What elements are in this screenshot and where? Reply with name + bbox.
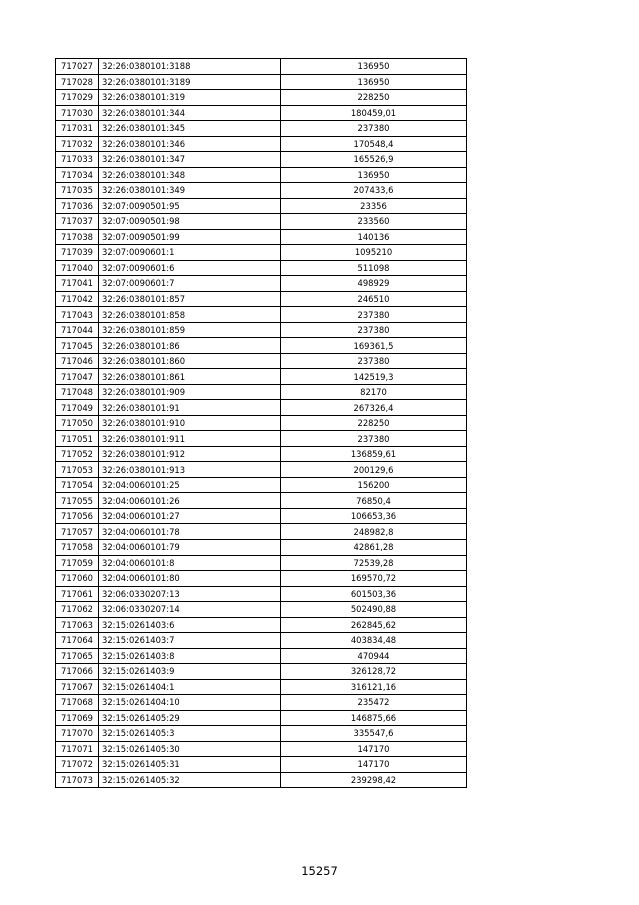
row-id-cell: 717040 [56,260,99,276]
cadastral-number-cell: 32:26:0380101:861 [99,369,281,385]
cadastral-number-cell: 32:07:0090601:1 [99,245,281,261]
table-row [56,260,467,276]
table-row [56,617,467,633]
row-id-cell: 717072 [56,757,99,773]
cadastral-number-cell: 32:26:0380101:911 [99,431,281,447]
value-cell: 23356 [281,198,467,214]
cadastral-number-cell: 32:06:0330207:14 [99,602,281,618]
value-cell: 146875,66 [281,710,467,726]
row-id-cell: 717030 [56,105,99,121]
row-id-cell: 717038 [56,229,99,245]
row-id-cell: 717034 [56,167,99,183]
cadastral-number-cell: 32:15:0261403:8 [99,648,281,664]
cadastral-number-cell: 32:26:0380101:858 [99,307,281,323]
value-cell: 237380 [281,322,467,338]
value-cell: 76850,4 [281,493,467,509]
value-cell: 326128,72 [281,664,467,680]
row-id-cell: 717028 [56,74,99,90]
cadastral-number-cell: 32:26:0380101:347 [99,152,281,168]
cadastral-number-cell: 32:15:0261404:1 [99,679,281,695]
table-row [56,555,467,571]
table-row [56,757,467,773]
table-row [56,136,467,152]
value-cell: 136950 [281,167,467,183]
table-row [56,741,467,757]
row-id-cell: 717063 [56,617,99,633]
value-cell: 136859,61 [281,446,467,462]
table-row [56,710,467,726]
value-cell: 207433,6 [281,183,467,199]
cadastral-number-cell: 32:04:0060101:8 [99,555,281,571]
cadastral-number-cell: 32:26:0380101:909 [99,384,281,400]
table-row [56,214,467,230]
row-id-cell: 717050 [56,415,99,431]
row-id-cell: 717066 [56,664,99,680]
table-row [56,477,467,493]
table-row [56,198,467,214]
row-id-cell: 717056 [56,508,99,524]
value-cell: 72539,28 [281,555,467,571]
table-row [56,415,467,431]
cadastral-number-cell: 32:07:0090601:7 [99,276,281,292]
page-number: 15257 [301,864,338,878]
value-cell: 403834,48 [281,633,467,649]
value-cell: 136950 [281,74,467,90]
row-id-cell: 717058 [56,539,99,555]
table-row [56,586,467,602]
table-row [56,571,467,587]
table-row [56,508,467,524]
row-id-cell: 717035 [56,183,99,199]
table-row [56,291,467,307]
row-id-cell: 717033 [56,152,99,168]
table-row [56,322,467,338]
value-cell: 237380 [281,307,467,323]
row-id-cell: 717071 [56,741,99,757]
value-cell: 237380 [281,353,467,369]
cadastral-number-cell: 32:07:0090501:98 [99,214,281,230]
table-row [56,664,467,680]
cadastral-number-cell: 32:15:0261405:32 [99,772,281,788]
cadastral-number-cell: 32:04:0060101:26 [99,493,281,509]
row-id-cell: 717064 [56,633,99,649]
table-row [56,245,467,261]
row-id-cell: 717070 [56,726,99,742]
cadastral-number-cell: 32:26:0380101:912 [99,446,281,462]
row-id-cell: 717041 [56,276,99,292]
cadastral-number-cell: 32:26:0380101:346 [99,136,281,152]
table-row [56,524,467,540]
value-cell: 147170 [281,757,467,773]
cadastral-number-cell: 32:26:0380101:913 [99,462,281,478]
cadastral-number-cell: 32:26:0380101:349 [99,183,281,199]
row-id-cell: 717052 [56,446,99,462]
value-cell: 267326,4 [281,400,467,416]
cadastral-number-cell: 32:15:0261405:3 [99,726,281,742]
cadastral-number-cell: 32:26:0380101:348 [99,167,281,183]
row-id-cell: 717036 [56,198,99,214]
table-row [56,772,467,788]
row-id-cell: 717049 [56,400,99,416]
cadastral-number-cell: 32:15:0261405:30 [99,741,281,757]
table-row [56,539,467,555]
cadastral-number-cell: 32:07:0090601:6 [99,260,281,276]
row-id-cell: 717032 [56,136,99,152]
value-cell: 142519,3 [281,369,467,385]
table-row [56,648,467,664]
cadastral-number-cell: 32:04:0060101:80 [99,571,281,587]
cadastral-number-cell: 32:15:0261404:10 [99,695,281,711]
value-cell: 1095210 [281,245,467,261]
cadastral-number-cell: 32:26:0380101:319 [99,90,281,106]
table-row [56,74,467,90]
table-row [56,679,467,695]
row-id-cell: 717039 [56,245,99,261]
table-row [56,400,467,416]
cadastral-number-cell: 32:26:0380101:910 [99,415,281,431]
table-row [56,276,467,292]
table-row [56,602,467,618]
value-cell: 246510 [281,291,467,307]
cadastral-number-cell: 32:15:0261403:6 [99,617,281,633]
value-cell: 248982,8 [281,524,467,540]
value-cell: 156200 [281,477,467,493]
table-row [56,446,467,462]
row-id-cell: 717053 [56,462,99,478]
cadastral-number-cell: 32:07:0090501:95 [99,198,281,214]
row-id-cell: 717047 [56,369,99,385]
row-id-cell: 717065 [56,648,99,664]
cadastral-number-cell: 32:04:0060101:25 [99,477,281,493]
row-id-cell: 717051 [56,431,99,447]
table-row [56,229,467,245]
value-cell: 169361,5 [281,338,467,354]
value-cell: 498929 [281,276,467,292]
row-id-cell: 717073 [56,772,99,788]
value-cell: 165526,9 [281,152,467,168]
row-id-cell: 717055 [56,493,99,509]
row-id-cell: 717045 [56,338,99,354]
row-id-cell: 717062 [56,602,99,618]
row-id-cell: 717031 [56,121,99,137]
value-cell: 316121,16 [281,679,467,695]
value-cell: 180459,01 [281,105,467,121]
row-id-cell: 717037 [56,214,99,230]
table-row [56,384,467,400]
cadastral-number-cell: 32:15:0261403:9 [99,664,281,680]
row-id-cell: 717027 [56,59,99,75]
value-cell: 82170 [281,384,467,400]
table-row [56,307,467,323]
value-cell: 235472 [281,695,467,711]
value-cell: 335547,6 [281,726,467,742]
table-body [56,59,467,788]
table-row [56,695,467,711]
cadastral-number-cell: 32:26:0380101:86 [99,338,281,354]
table-row [56,493,467,509]
cadastral-number-cell: 32:15:0261405:31 [99,757,281,773]
cadastral-number-cell: 32:26:0380101:860 [99,353,281,369]
cadastral-number-cell: 32:26:0380101:344 [99,105,281,121]
row-id-cell: 717043 [56,307,99,323]
table-row [56,726,467,742]
table-row [56,338,467,354]
row-id-cell: 717068 [56,695,99,711]
value-cell: 42861,28 [281,539,467,555]
value-cell: 200129,6 [281,462,467,478]
cadastral-number-cell: 32:04:0060101:27 [99,508,281,524]
value-cell: 136950 [281,59,467,75]
table-row [56,183,467,199]
row-id-cell: 717061 [56,586,99,602]
cadastral-number-cell: 32:26:0380101:345 [99,121,281,137]
value-cell: 262845,62 [281,617,467,633]
row-id-cell: 717067 [56,679,99,695]
cadastral-number-cell: 32:15:0261403:7 [99,633,281,649]
table-row [56,59,467,75]
row-id-cell: 717069 [56,710,99,726]
table-row [56,633,467,649]
cadastral-number-cell: 32:26:0380101:3188 [99,59,281,75]
table-row [56,105,467,121]
value-cell: 170548,4 [281,136,467,152]
value-cell: 228250 [281,90,467,106]
row-id-cell: 717046 [56,353,99,369]
value-cell: 601503,36 [281,586,467,602]
cadastral-number-cell: 32:15:0261405:29 [99,710,281,726]
table-row [56,152,467,168]
cadastral-number-cell: 32:06:0330207:13 [99,586,281,602]
value-cell: 228250 [281,415,467,431]
value-cell: 502490,88 [281,602,467,618]
table-row [56,462,467,478]
value-cell: 233560 [281,214,467,230]
value-cell: 239298,42 [281,772,467,788]
cadastral-number-cell: 32:26:0380101:859 [99,322,281,338]
value-cell: 169570,72 [281,571,467,587]
value-cell: 237380 [281,121,467,137]
value-cell: 106653,36 [281,508,467,524]
row-id-cell: 717044 [56,322,99,338]
table-row [56,369,467,385]
table-row [56,121,467,137]
row-id-cell: 717042 [56,291,99,307]
cadastral-number-cell: 32:26:0380101:91 [99,400,281,416]
cadastral-number-cell: 32:07:0090501:99 [99,229,281,245]
table-row [56,353,467,369]
table-row [56,167,467,183]
row-id-cell: 717054 [56,477,99,493]
cadastral-number-cell: 32:26:0380101:3189 [99,74,281,90]
value-cell: 140136 [281,229,467,245]
cadastral-number-cell: 32:04:0060101:79 [99,539,281,555]
value-cell: 237380 [281,431,467,447]
row-id-cell: 717057 [56,524,99,540]
value-cell: 511098 [281,260,467,276]
table-row [56,431,467,447]
table-row [56,90,467,106]
cadastral-value-table [55,58,467,788]
value-cell: 147170 [281,741,467,757]
cadastral-number-cell: 32:04:0060101:78 [99,524,281,540]
row-id-cell: 717059 [56,555,99,571]
cadastral-number-cell: 32:26:0380101:857 [99,291,281,307]
value-cell: 470944 [281,648,467,664]
row-id-cell: 717029 [56,90,99,106]
row-id-cell: 717060 [56,571,99,587]
row-id-cell: 717048 [56,384,99,400]
